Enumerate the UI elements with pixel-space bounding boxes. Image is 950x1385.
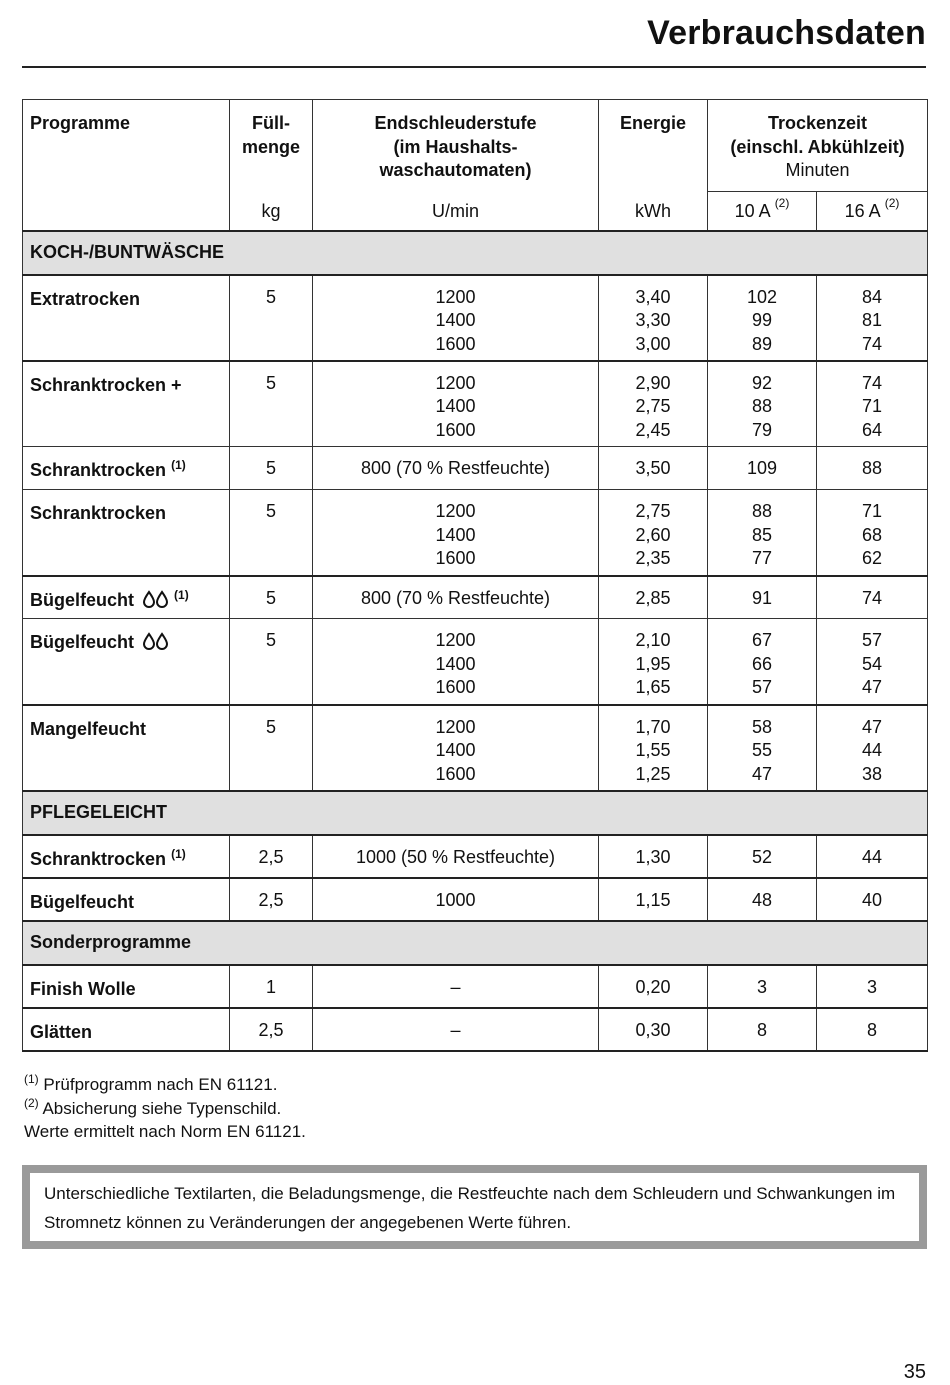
table-row: Glätten 2,5 – 0,30 8 8: [23, 1008, 928, 1051]
section-sonderprogramme: Sonderprogramme: [23, 921, 928, 965]
header-energie: Energie: [599, 100, 708, 192]
table-row: Mangelfeucht 5 1200 1400 1600 1,70 1,55 1,25 58 55 47 47 44 38: [23, 705, 928, 791]
section-pflegeleicht: PFLEGELEICHT: [23, 791, 928, 835]
table-header-row: [23, 100, 928, 192]
title-divider: [22, 66, 926, 68]
footnotes: [24, 1073, 306, 1144]
footnote-3: Werte ermittelt nach Norm EN 61121.: [24, 1122, 306, 1141]
consumption-table: [22, 99, 928, 1052]
table-row: Bügelfeucht 2,5 1000 1,15 48 40: [23, 878, 928, 921]
unit-16a: 16 A $^{(2)}$: [817, 191, 928, 231]
double-drop-icon: [143, 590, 169, 608]
table-row: Bügelfeucht $^{(1)}$ 5 800 (70 % Restfeuchte) 2,85 91 74: [23, 576, 928, 619]
page-number: 35: [903, 1361, 926, 1383]
table-units-row: [23, 191, 928, 231]
unit-kwh: kWh: [599, 191, 708, 231]
footnote-2: $^{(2)}$ Absicherung siehe Typenschild.: [24, 1095, 282, 1118]
unit-kg: kg: [230, 191, 313, 231]
footnote-1: $^{(1)}$ Prüfprogramm nach EN 61121.: [24, 1072, 278, 1094]
note-text: Unterschiedliche Textilarten, die Beladungsmenge, die Restfeuchte nach dem Schleudern und Schwankungen im Stromnetz können zu Veränderungen der angegebenen Werte führen.: [30, 1173, 919, 1241]
units-blank: [23, 191, 230, 231]
table-row: Bügelfeucht 5 1200 1400 1600 2,10 1,95 1,65 67 66 57 57 54 47: [23, 619, 928, 705]
table-row: Schranktrocken + 5 1200 1400 1600 2,90 2,75 2,45 92 88 79 74 71 64: [23, 361, 928, 447]
table-row: Schranktrocken 5 1200 1400 1600 2,75 2,60 2,35 88 85 77 71 68 62: [23, 490, 928, 576]
page-title: Verbrauchsdaten: [647, 14, 926, 52]
table-row: Extratrocken 5 1200 1400 1600 3,40 3,30 3,00 102 99 89 84 81 74: [23, 275, 928, 361]
table-row: Finish Wolle 1 – 0,20 3 3: [23, 965, 928, 1008]
header-programme: Programme: [23, 100, 230, 192]
table-row: Schranktrocken $^{(1)}$ 2,5 1000 (50 % Restfeuchte) 1,30 52 44: [23, 835, 928, 878]
double-drop-icon: [143, 632, 169, 650]
unit-10a: 10 A $^{(2)}$: [708, 191, 817, 231]
header-endschleuderstufe: Endschleuderstufe (im Haushalts- waschautomaten): [313, 100, 599, 192]
unit-umin: U/min: [313, 191, 599, 231]
note-box: [22, 1165, 927, 1249]
header-fuellmenge: Füll- menge: [230, 100, 313, 192]
table-row: Schranktrocken $^{(1)}$ 5 800 (70 % Restfeuchte) 3,50 109 88: [23, 447, 928, 490]
header-trockenzeit: Trockenzeit (einschl. Abkühlzeit) Minuten: [708, 100, 928, 192]
section-koch: KOCH-/BUNTWÄSCHE: [23, 231, 928, 275]
